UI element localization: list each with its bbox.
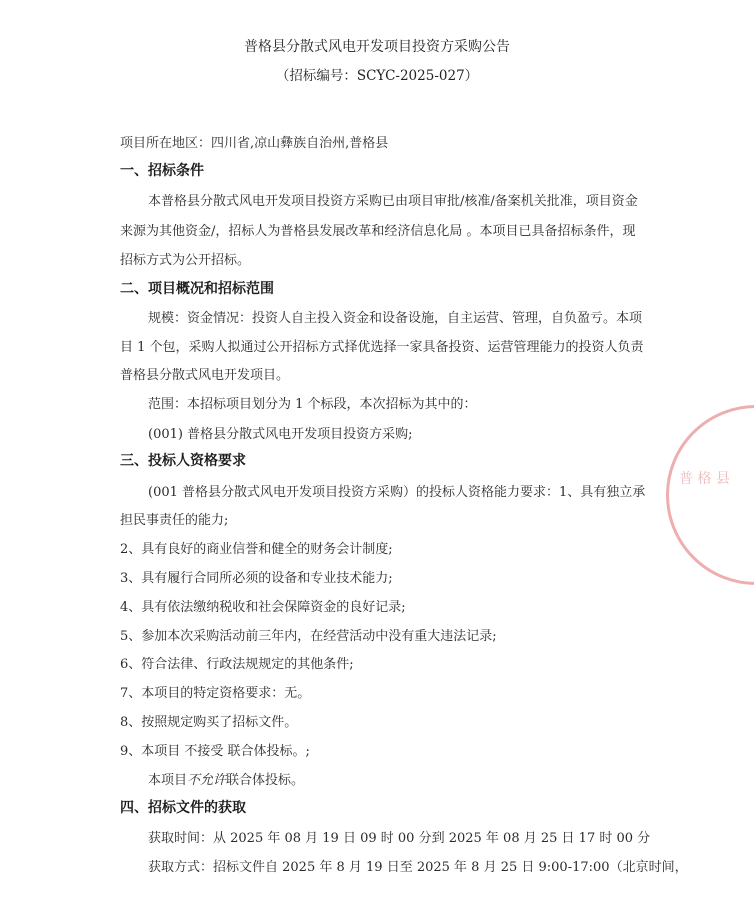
s2-para-2: 目 1 个包，采购人拟通过公开招标方式择优选择一家具备投资、运营管理能力的投资人负责: [120, 340, 644, 355]
requirement-item: 7、本项目的特定资格要求：无。: [120, 686, 311, 701]
s1-para-3: 招标方式为公开招标。: [120, 253, 251, 268]
requirement-item: 3、具有履行合同所必须的设备和专业技术能力;: [120, 571, 393, 586]
s3-para-1: (001 普格县分散式风电开发项目投资方采购）的投标人资格能力要求：1、具有独立承: [148, 485, 646, 500]
project-region: 项目所在地区：四川省,凉山彝族自治州,普格县: [120, 136, 389, 151]
requirement-item: 4、具有依法缴纳税收和社会保障资金的良好记录;: [120, 600, 406, 615]
s2-lot: (001) 普格县分散式风电开发项目投资方采购;: [148, 427, 413, 442]
s3-para-2: 担民事责任的能力;: [120, 513, 229, 528]
requirement-item: 2、具有良好的商业信誉和健全的财务会计制度;: [120, 542, 393, 557]
s4-method: 获取方式：招标文件自 2025 年 8 月 19 日至 2025 年 8 月 25 日 9:00-17:00（北京时间，: [148, 860, 688, 875]
s2-para-1: 规模：资金情况：投资人自主投入资金和设备设施，自主运营、管理，自负盈亏。本项: [148, 311, 643, 326]
section-2-heading: 二、项目概况和招标范围: [120, 281, 274, 297]
doc-subtitle: （招标编号：SCYC-2025-027）: [275, 68, 479, 84]
consortium-note: [148, 769, 304, 788]
s4-time: 获取时间：从 2025 年 08 月 19 日 09 时 00 分到 2025 年 08 月 25 日 17 时 00 分: [148, 831, 651, 846]
s2-para-3: 普格县分散式风电开发项目。: [120, 368, 290, 383]
s1-para-2: 来源为其他资金/，招标人为普格县发展改革和经济信息化局 。本项目已具备招标条件，现: [120, 224, 636, 239]
s1-para-1: 本普格县分散式风电开发项目投资方采购已由项目审批/核准/备案机关批准，项目资金: [148, 194, 638, 209]
requirement-item: 8、按照规定购买了招标文件。: [120, 715, 298, 730]
seal-text: 普 格 县: [679, 471, 730, 487]
section-3-heading: 三、投标人资格要求: [120, 453, 246, 469]
official-seal-stamp: [666, 405, 754, 585]
s2-scope: 范围：本招标项目划分为 1 个标段，本次招标为其中的：: [148, 397, 477, 412]
doc-title: 普格县分散式风电开发项目投资方采购公告: [244, 39, 510, 55]
requirement-item: 9、本项目 不接受 联合体投标。;: [120, 744, 310, 759]
section-4-heading: 四、招标文件的获取: [120, 800, 246, 816]
note-italic: 不允许: [187, 773, 227, 788]
note-suffix: 联合体投标。: [226, 773, 305, 788]
section-1-heading: 一、招标条件: [120, 163, 204, 179]
note-prefix: 本项目: [148, 773, 188, 788]
requirement-item: 6、符合法律、行政法规规定的其他条件;: [120, 657, 354, 672]
requirement-item: 5、参加本次采购活动前三年内，在经营活动中没有重大违法记录;: [120, 629, 497, 644]
